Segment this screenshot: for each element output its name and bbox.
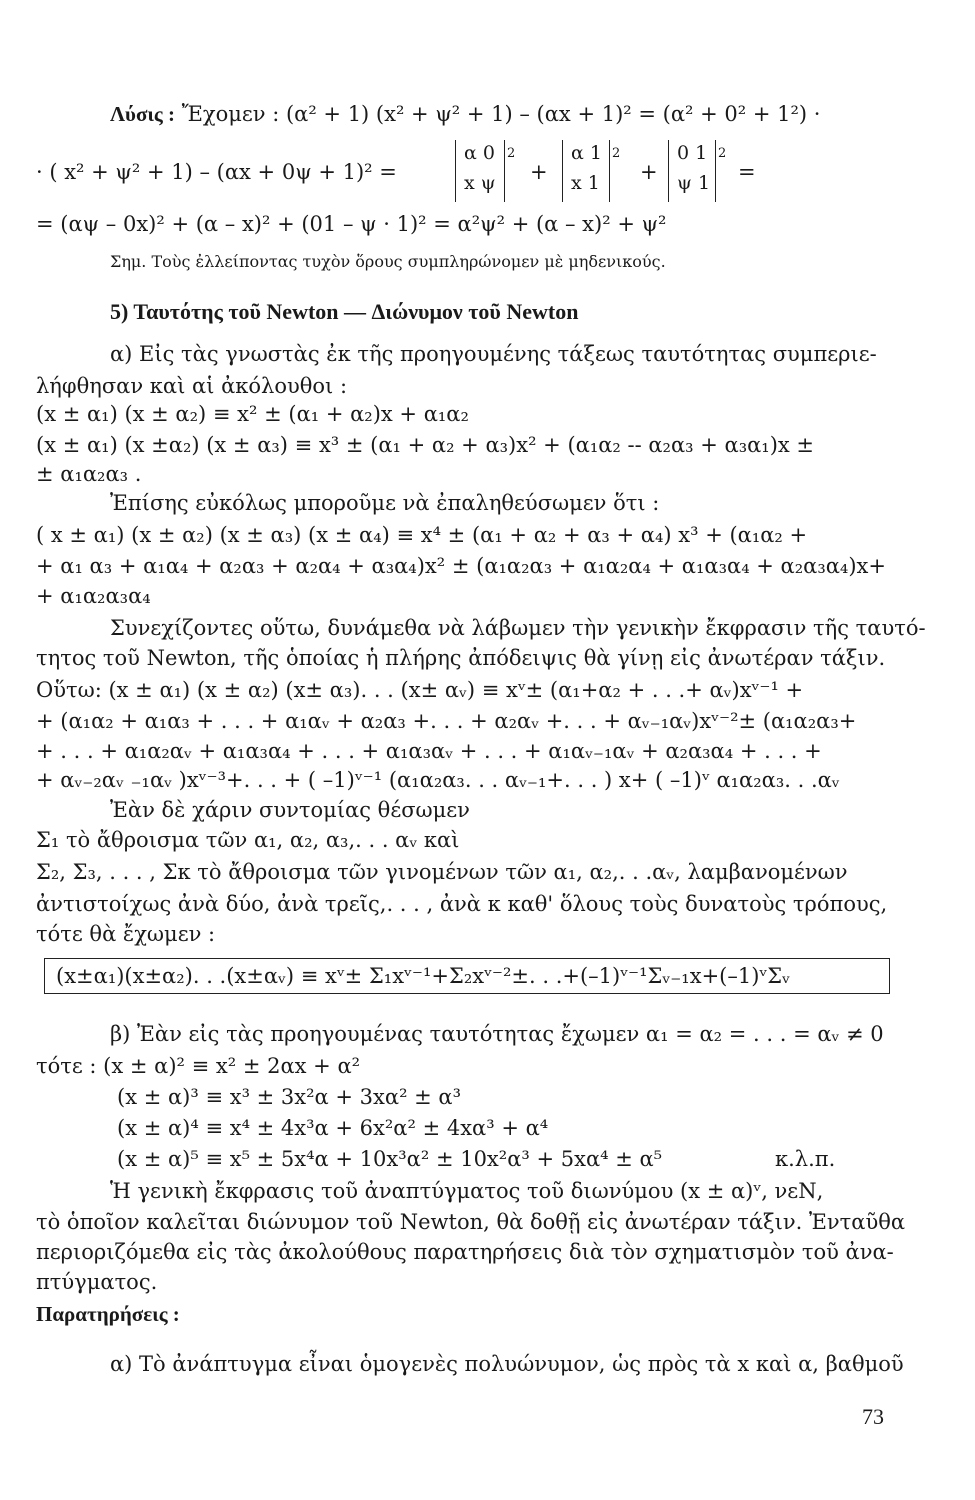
general-line-1: Οὕτω: (x ± α₁) (x ± α₂) (x± α₃). . . (x± αᵥ) ≡ xᵛ± (α₁+α₂ + . . .+ αᵥ)xᵛ⁻¹ + <box>36 678 804 702</box>
solution-line-1 <box>110 100 970 128</box>
general-line-4: + αᵥ₋₂αᵥ ₋₁αᵥ )xᵛ⁻³+. . . + ( –1)ᵛ⁻¹ (α₁α₂α₃. . . αᵥ₋₁+. . . ) x+ ( –1)ᵛ α₁α₂α₃. . .αᵥ <box>36 768 840 792</box>
if-line-4: ἀντιστοίχως ἀνὰ δύο, ἀνὰ τρεῖς,. . . , ἀνὰ κ καθ' ὅλους τοὺς δυνατοὺς τρόπους, <box>36 892 888 916</box>
det3-sq: 2 <box>718 146 727 161</box>
section-heading: 5) Ταυτότης τοῦ Newton — Διώνυμον τοῦ Newton <box>110 299 579 324</box>
identity-3c: + α₁α₂α₃α₄ <box>36 584 151 608</box>
determinant-3 <box>668 140 716 202</box>
determinant-1 <box>455 140 505 202</box>
det1-sq: 2 <box>507 146 516 161</box>
solution-text-1: Ἔχομεν : (α² + 1) (x² + ψ² + 1) – (αx + 1)² = (α² + 0² + 1²) · <box>181 102 821 126</box>
identity-2b: ± α₁α₂α₃ . <box>36 462 142 486</box>
determinant-2 <box>562 140 610 202</box>
b-line-1: β) Ἐὰν εἰς τὰς προηγουμένας ταυτότητας ἔχωμεν α₁ = α₂ = . . . = αᵥ ≠ 0 <box>110 1022 884 1046</box>
identity-1: (x ± α₁) (x ± α₂) ≡ x² ± (α₁ + α₂)x + α₁α₂ <box>36 402 469 426</box>
also-line: Ἐπίσης εὐκόλως μποροῦμε νὰ ἐπαληθεύσωμεν ὅτι : <box>110 491 660 515</box>
general-line-3: + . . . + α₁α₂αᵥ + α₁α₃α₄ + . . . + α₁α₃αᵥ + . . . + α₁αᵥ₋₁αᵥ + α₂α₃α₄ + . . . + <box>36 739 822 763</box>
if-line-2: Σ₁ τὸ ἄθροισμα τῶν α₁, α₂, α₃,. . . αᵥ καὶ <box>36 828 460 852</box>
if-line-3: Σ₂, Σ₃, . . . , Σκ τὸ ἄθροισμα τῶν γινομένων τῶν α₁, α₂,. . .αᵥ, λαμβανομένων <box>36 860 848 884</box>
observation-a: α) Τὸ ἀνάπτυγμα εἶναι ὁμογενὲς πολυώνυμον, ὡς πρὸς τὰ x καὶ α, βαθμοῦ <box>110 1352 904 1376</box>
a-intro-2: λήφθησαν καὶ αἱ ἀκόλουθοι : <box>36 374 348 398</box>
general-expression-3: περιοριζόμεθα εἰς τὰς ἀκολούθους παρατηρήσεις διὰ τὸν σχηματισμὸν τοῦ ἀνα- <box>36 1240 894 1264</box>
det3-top: 0 1 <box>677 142 708 164</box>
continue-line-1: Συνεχίζοντες οὕτω, δυνάμεθα νὰ λάβωμεν τὴν γενικὴν ἔκφρασιν τῆς ταυτό- <box>110 616 926 640</box>
solution-label: Λύσις : <box>110 102 175 126</box>
b-line-5-etc: κ.λ.π. <box>775 1147 836 1171</box>
general-expression-1: Ἡ γενικὴ ἔκφρασις τοῦ ἀναπτύγματος τοῦ διωνύμου (x ± α)ᵛ, νεΝ, <box>110 1179 824 1203</box>
det2-sq: 2 <box>612 146 621 161</box>
identity-3a: ( x ± α₁) (x ± α₂) (x ± α₃) (x ± α₄) ≡ x⁴ ± (α₁ + α₂ + α₃ + α₄) x³ + (α₁α₂ + <box>36 523 808 547</box>
general-expression-4: πτύγματος. <box>36 1270 158 1294</box>
det1-top: α 0 <box>464 142 495 164</box>
b-line-5: (x ± α)⁵ ≡ x⁵ ± 5x⁴α + 10x³α² ± 10x²α³ + 5xα⁴ ± α⁵ <box>117 1147 663 1171</box>
det2-top: α 1 <box>571 142 602 164</box>
continue-line-2: τητος τοῦ Newton, τῆς ὁποίας ἡ πλήρης ἀπόδειψις θὰ γίνῃ εἰς ἀνωτέραν τάξιν. <box>36 646 886 670</box>
identity-2: (x ± α₁) (x ±α₂) (x ± α₃) ≡ x³ ± (α₁ + α₂ + α₃)x² + (α₁α₂ -- α₂α₃ + α₃α₁)x ± <box>36 433 815 457</box>
general-expression-2: τὸ ὁποῖον καλεῖται διώνυμον τοῦ Newton, θὰ δοθῇ εἰς ἀνωτέραν τάξιν. Ἐνταῦθα <box>36 1210 906 1234</box>
b-line-2: τότε : (x ± α)² ≡ x² ± 2αx + α² <box>36 1054 361 1078</box>
b-line-3: (x ± α)³ ≡ x³ ± 3x²α + 3xα² ± α³ <box>117 1085 462 1109</box>
plus-sign-1: + <box>530 160 548 184</box>
det1-bottom: x ψ <box>464 172 496 194</box>
det2-bottom: x 1 <box>571 172 600 194</box>
observations-heading: Παρατηρήσεις : <box>36 1302 180 1326</box>
if-line-5: τότε θὰ ἔχωμεν : <box>36 922 216 946</box>
if-line-1: Ἐὰν δὲ χάριν συντομίας θέσωμεν <box>110 798 470 822</box>
solution-text-2: · ( x² + ψ² + 1) – (αx + 0ψ + 1)² = <box>36 160 397 184</box>
plus-sign-2: + <box>640 160 658 184</box>
solution-line-3: = (αψ – 0x)² + (α – x)² + (01 – ψ · 1)² = α²ψ² + (α – x)² + ψ² <box>36 212 667 236</box>
boxed-formula-text: (x±α₁)(x±α₂). . .(x±αᵥ) ≡ xᵛ± Σ₁xᵛ⁻¹+Σ₂xᵛ⁻²±. . .+(–1)ᵛ⁻¹Σᵥ₋₁x+(–1)ᵛΣᵥ <box>56 964 790 988</box>
solution-note: Σημ. Τοὺς ἐλλείποντας τυχὸν ὅρους συμπληρώνομεν μὲ μηδενικούς. <box>110 252 666 271</box>
identity-3b: + α₁ α₃ + α₁α₄ + α₂α₃ + α₂α₄ + α₃α₄)x² ± (α₁α₂α₃ + α₁α₂α₄ + α₁α₃α₄ + α₂α₃α₄)x+ <box>36 554 886 578</box>
page-number: 73 <box>862 1404 884 1429</box>
general-line-2: + (α₁α₂ + α₁α₃ + . . . + α₁αᵥ + α₂α₃ +. . . + α₂αᵥ +. . . + αᵥ₋₁αᵥ)xᵛ⁻²± (α₁α₂α₃+ <box>36 709 857 733</box>
det3-bottom: ψ 1 <box>677 172 711 194</box>
a-intro-1: α) Εἰς τὰς γνωστὰς ἐκ τῆς προηγουμένης τάξεως ταυτότητας συμπεριε- <box>110 342 877 366</box>
equals-sign: = <box>738 160 756 184</box>
b-line-4: (x ± α)⁴ ≡ x⁴ ± 4x³α + 6x²α² ± 4xα³ + α⁴ <box>117 1116 549 1140</box>
